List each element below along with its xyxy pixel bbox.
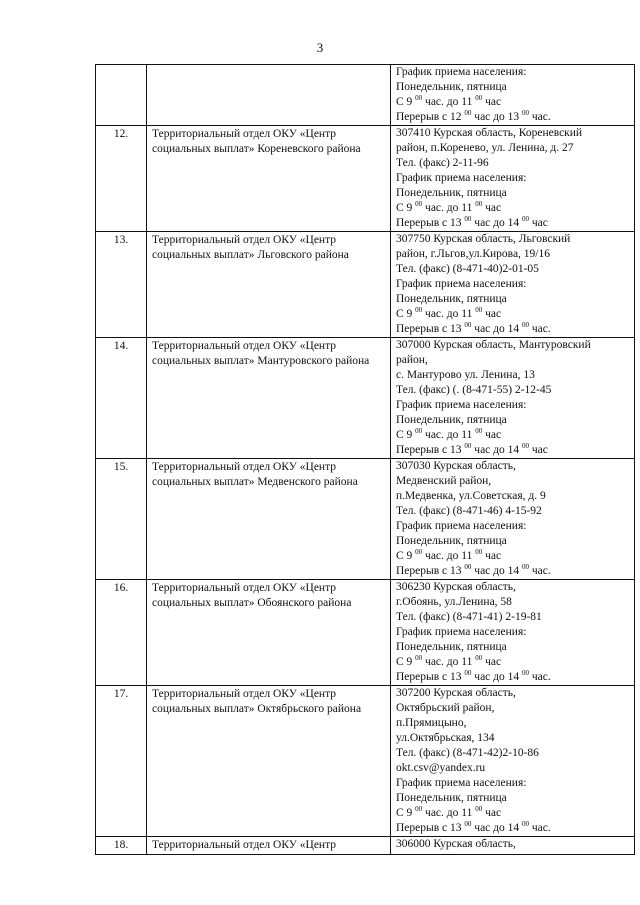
superscript-minutes: 00 [475,95,483,103]
office-contacts-cell [391,580,635,686]
address-line: с. Мантурово ул. Ленина, 13 [396,369,535,381]
table-row [96,232,635,338]
office-name-cell [147,580,391,686]
row-number: 16. [113,582,129,594]
row-number: 12. [113,128,129,140]
table-row [96,837,635,855]
schedule-hours: С 9 $^{00}$ час. до 11 $^{00}$ час [396,549,502,562]
address-line: 307200 Курская область, [396,687,516,699]
address-line: okt.csv@yandex.ru [396,762,486,774]
schedule-days: Понедельник, пятница [396,535,507,547]
schedule-break: Перерыв с 13 $^{00}$ час до 14 $^{00}$ час. [396,322,551,335]
superscript-minutes: 00 [415,307,423,315]
row-number-cell [96,686,147,837]
row-number-cell [96,837,147,855]
office-contacts-cell [391,126,635,232]
office-contacts-cell [391,686,635,837]
superscript-minutes: 00 [522,443,529,451]
address-line: Тел. (факс) 2-11-96 [396,157,489,169]
address-line: п.Медвенка, ул.Советская, д. 9 [396,490,546,502]
schedule-break: Перерыв с 12 $^{00}$ час до 13 $^{00}$ час. [396,110,551,123]
superscript-minutes: 00 [415,549,423,557]
offices-table-body [96,65,635,855]
row-number: 15. [113,461,129,473]
schedule-days: Понедельник, пятница [396,81,507,93]
row-number-cell [96,232,147,338]
superscript-minutes: 00 [415,806,423,814]
office-name: Территориальный отдел ОКУ «Центр социальных выплат» Льговского района [152,234,349,261]
schedule-title: График приема населения: [396,278,527,290]
office-name: Территориальный отдел ОКУ «Центр социальных выплат» Обоянского района [152,582,352,609]
table-row [96,686,635,837]
schedule-hours: С 9 $^{00}$ час. до 11 $^{00}$ час [396,428,502,441]
superscript-minutes: 00 [475,201,483,209]
office-contacts-cell [391,65,635,126]
office-contacts-cell [391,338,635,459]
schedule-break: Перерыв с 13 $^{00}$ час до 14 $^{00}$ час [396,443,548,456]
address-line: г.Обоянь, ул.Ленина, 58 [396,596,512,608]
schedule-title: График приема населения: [396,172,527,184]
address-line: район, п.Коренево, ул. Ленина, д. 27 [396,142,574,154]
schedule-days: Понедельник, пятница [396,293,507,305]
superscript-minutes: 00 [464,670,472,678]
office-name: Территориальный отдел ОКУ «Центр социальных выплат» Медвенского района [152,461,358,488]
superscript-minutes: 00 [522,110,529,118]
address-line: район, г.Льгов,ул.Кирова, 19/16 [396,248,550,260]
superscript-minutes: 00 [475,428,483,436]
superscript-minutes: 00 [415,655,423,663]
address-line: Тел. (факс) (8-471-41) 2-19-81 [396,611,542,623]
superscript-minutes: 00 [464,564,472,572]
superscript-minutes: 00 [415,428,423,436]
superscript-minutes: 00 [415,201,423,209]
schedule-break: Перерыв с 13 $^{00}$ час до 14 $^{00}$ час [396,216,548,229]
schedule-days: Понедельник, пятница [396,641,507,653]
address-line: район, [396,354,428,366]
schedule-title: График приема населения: [396,520,527,532]
office-name: Территориальный отдел ОКУ «Центр социальных выплат» Мантуровского района [152,340,370,367]
address-line: п.Прямицыно, [396,717,467,729]
schedule-title: График приема населения: [396,626,527,638]
office-contacts-cell [391,459,635,580]
table-row [96,338,635,459]
schedule-hours: С 9 $^{00}$ час. до 11 $^{00}$ час [396,95,502,108]
row-number: 14. [113,340,129,352]
address-line: 307750 Курская область, Льговский [396,233,571,245]
office-name: Территориальный отдел ОКУ «Центр [152,839,337,851]
address-line: Медвенский район, [396,475,492,487]
address-line: ул.Октябрьская, 134 [396,732,495,744]
offices-table [95,64,635,855]
schedule-break: Перерыв с 13 $^{00}$ час до 14 $^{00}$ час. [396,564,551,577]
superscript-minutes: 00 [464,443,472,451]
schedule-hours: С 9 $^{00}$ час. до 11 $^{00}$ час [396,655,502,668]
row-number-cell [96,126,147,232]
office-name-cell [147,126,391,232]
table-row [96,459,635,580]
table-row [96,65,635,126]
address-line: Тел. (факс) (. (8-471-55) 2-12-45 [396,384,552,396]
schedule-days: Понедельник, пятница [396,187,507,199]
schedule-days: Понедельник, пятница [396,792,507,804]
address-line: Тел. (факс) (8-471-46) 4-15-92 [396,505,542,517]
row-number: 17. [113,688,129,700]
schedule-break: Перерыв с 13 $^{00}$ час до 14 $^{00}$ час. [396,670,551,683]
row-number-cell [96,65,147,126]
superscript-minutes: 00 [475,655,483,663]
superscript-minutes: 00 [475,307,483,315]
superscript-minutes: 00 [475,806,483,814]
address-line: 307410 Курская область, Кореневский [396,127,583,139]
address-line: Тел. (факс) (8-471-42)2-10-86 [396,747,539,759]
superscript-minutes: 00 [415,95,423,103]
office-name-cell [147,686,391,837]
schedule-hours: С 9 $^{00}$ час. до 11 $^{00}$ час [396,201,502,214]
address-line: 306000 Курская область, [396,838,516,850]
schedule-title: График приема населения: [396,777,527,789]
row-number [96,65,146,66]
office-name: Территориальный отдел ОКУ «Центр социальных выплат» Кореневского района [152,128,361,155]
row-number-cell [96,459,147,580]
superscript-minutes: 00 [464,821,472,829]
superscript-minutes: 00 [522,322,529,330]
schedule-break: Перерыв с 13 $^{00}$ час до 14 $^{00}$ час. [396,821,551,834]
office-name [147,65,390,67]
schedule-title: График приема населения: [396,399,527,411]
office-name-cell [147,232,391,338]
office-name-cell [147,459,391,580]
address-line: 306230 Курская область, [396,581,516,593]
superscript-minutes: 00 [522,821,529,829]
table-row [96,126,635,232]
office-name: Территориальный отдел ОКУ «Центр социальных выплат» Октябрьского района [152,688,362,715]
office-contacts-cell [391,232,635,338]
superscript-minutes: 00 [522,216,529,224]
row-number: 13. [113,234,129,246]
superscript-minutes: 00 [522,670,529,678]
office-name-cell [147,837,391,855]
page-number: 3 [316,40,324,55]
office-name-cell [147,65,391,126]
office-contacts-cell [391,837,635,855]
superscript-minutes: 00 [522,564,529,572]
address-line: Октябрьский район, [396,702,495,714]
address-line: 307030 Курская область, [396,460,516,472]
schedule-title: График приема населения: [396,66,527,78]
superscript-minutes: 00 [464,110,472,118]
schedule-hours: С 9 $^{00}$ час. до 11 $^{00}$ час [396,806,502,819]
row-number-cell [96,580,147,686]
row-number: 18. [113,839,129,851]
address-line: Тел. (факс) (8-471-40)2-01-05 [396,263,539,275]
schedule-hours: С 9 $^{00}$ час. до 11 $^{00}$ час [396,307,502,320]
superscript-minutes: 00 [464,216,472,224]
superscript-minutes: 00 [475,549,483,557]
table-row [96,580,635,686]
schedule-days: Понедельник, пятница [396,414,507,426]
superscript-minutes: 00 [464,322,472,330]
address-line: 307000 Курская область, Мантуровский [396,339,591,351]
row-number-cell [96,338,147,459]
office-name-cell [147,338,391,459]
